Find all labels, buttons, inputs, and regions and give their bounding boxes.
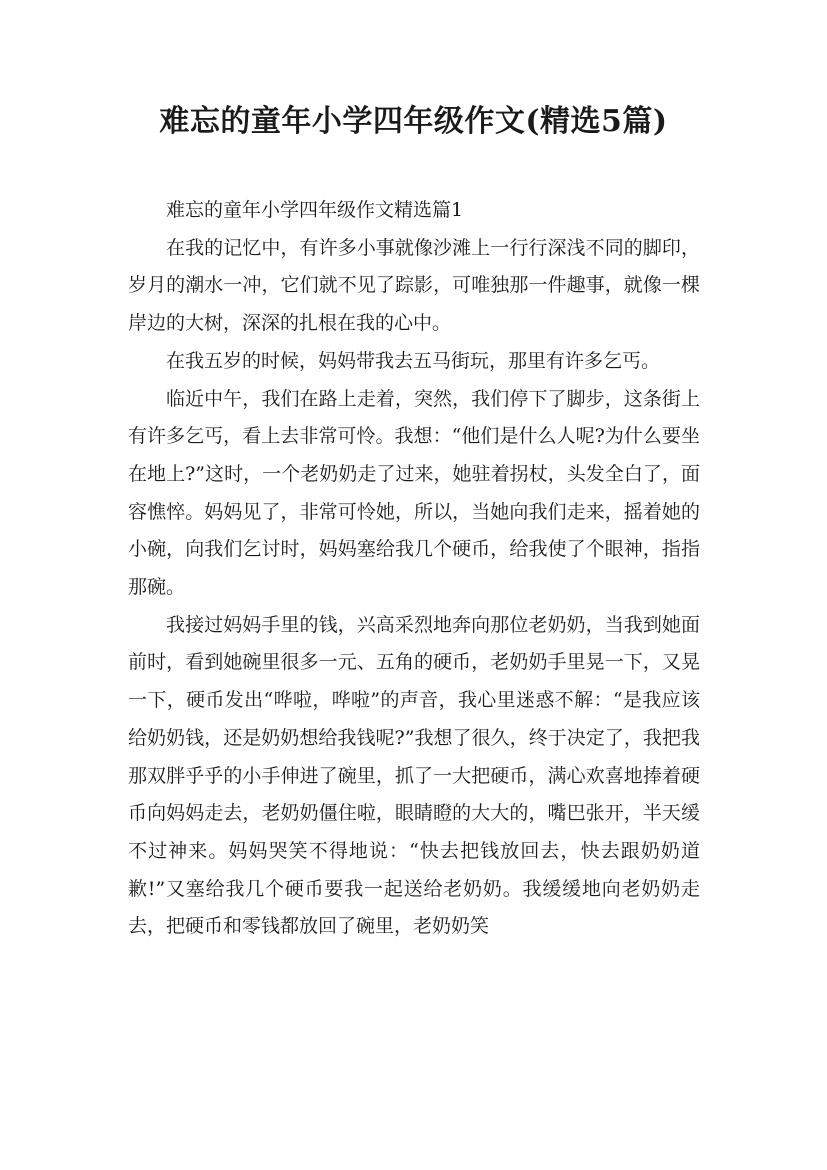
paragraph: 在我五岁的时候，妈妈带我去五马街玩，那里有许多乞丐。 xyxy=(166,349,661,372)
essay-subheading: 难忘的童年小学四年级作文精选篇1 xyxy=(166,199,464,221)
paragraph: 临近中午，我们在路上走着，突然，我们停下了脚步，这条街上有许多乞丐，看上去非常可怜。我想：“他们是什么人呢?为什么要坐在地上?”这时，一个老奶奶走了过来，她驻着拐杖，头发全白了，面容憔悴。妈妈见了，非常可怜她，所以，当她向我们走来，摇着她的小碗，向我们乞讨时，妈妈塞给我几个硬币，给我使了个眼神，指指那碗。 xyxy=(128,387,700,599)
document-body xyxy=(128,192,700,946)
paragraph: 在我的记忆中，有许多小事就像沙滩上一行行深浅不同的脚印，岁月的潮水一冲，它们就不见了踪影，可唯独那一件趣事，就像一棵岸边的大树，深深的扎根在我的心中。 xyxy=(128,236,700,335)
document-title: 难忘的童年小学四年级作文(精选5篇) xyxy=(159,104,668,139)
paragraph: 我接过妈妈手里的钱，兴高采烈地奔向那位老奶奶，当我到她面前时，看到她碗里很多一元、五角的硬币，老奶奶手里晃一下，又晃一下，硬币发出“哗啦，哗啦”的声音，我心里迷惑不解：“是我应该给奶奶钱，还是奶奶想给我钱呢?”我想了很久，终于决定了，我把我那双胖乎乎的小手伸进了碗里，抓了一大把硬币，满心欢喜地捧着硬币向妈妈走去，老奶奶僵住啦，眼睛瞪的大大的，嘴巴张开，半天缓不过神来。妈妈哭笑不得地说：“快去把钱放回去，快去跟奶奶道歉!”又塞给我几个硬币要我一起送给老奶奶。我缓缓地向老奶奶走去，把硬币和零钱都放回了碗里，老奶奶笑 xyxy=(128,613,700,938)
